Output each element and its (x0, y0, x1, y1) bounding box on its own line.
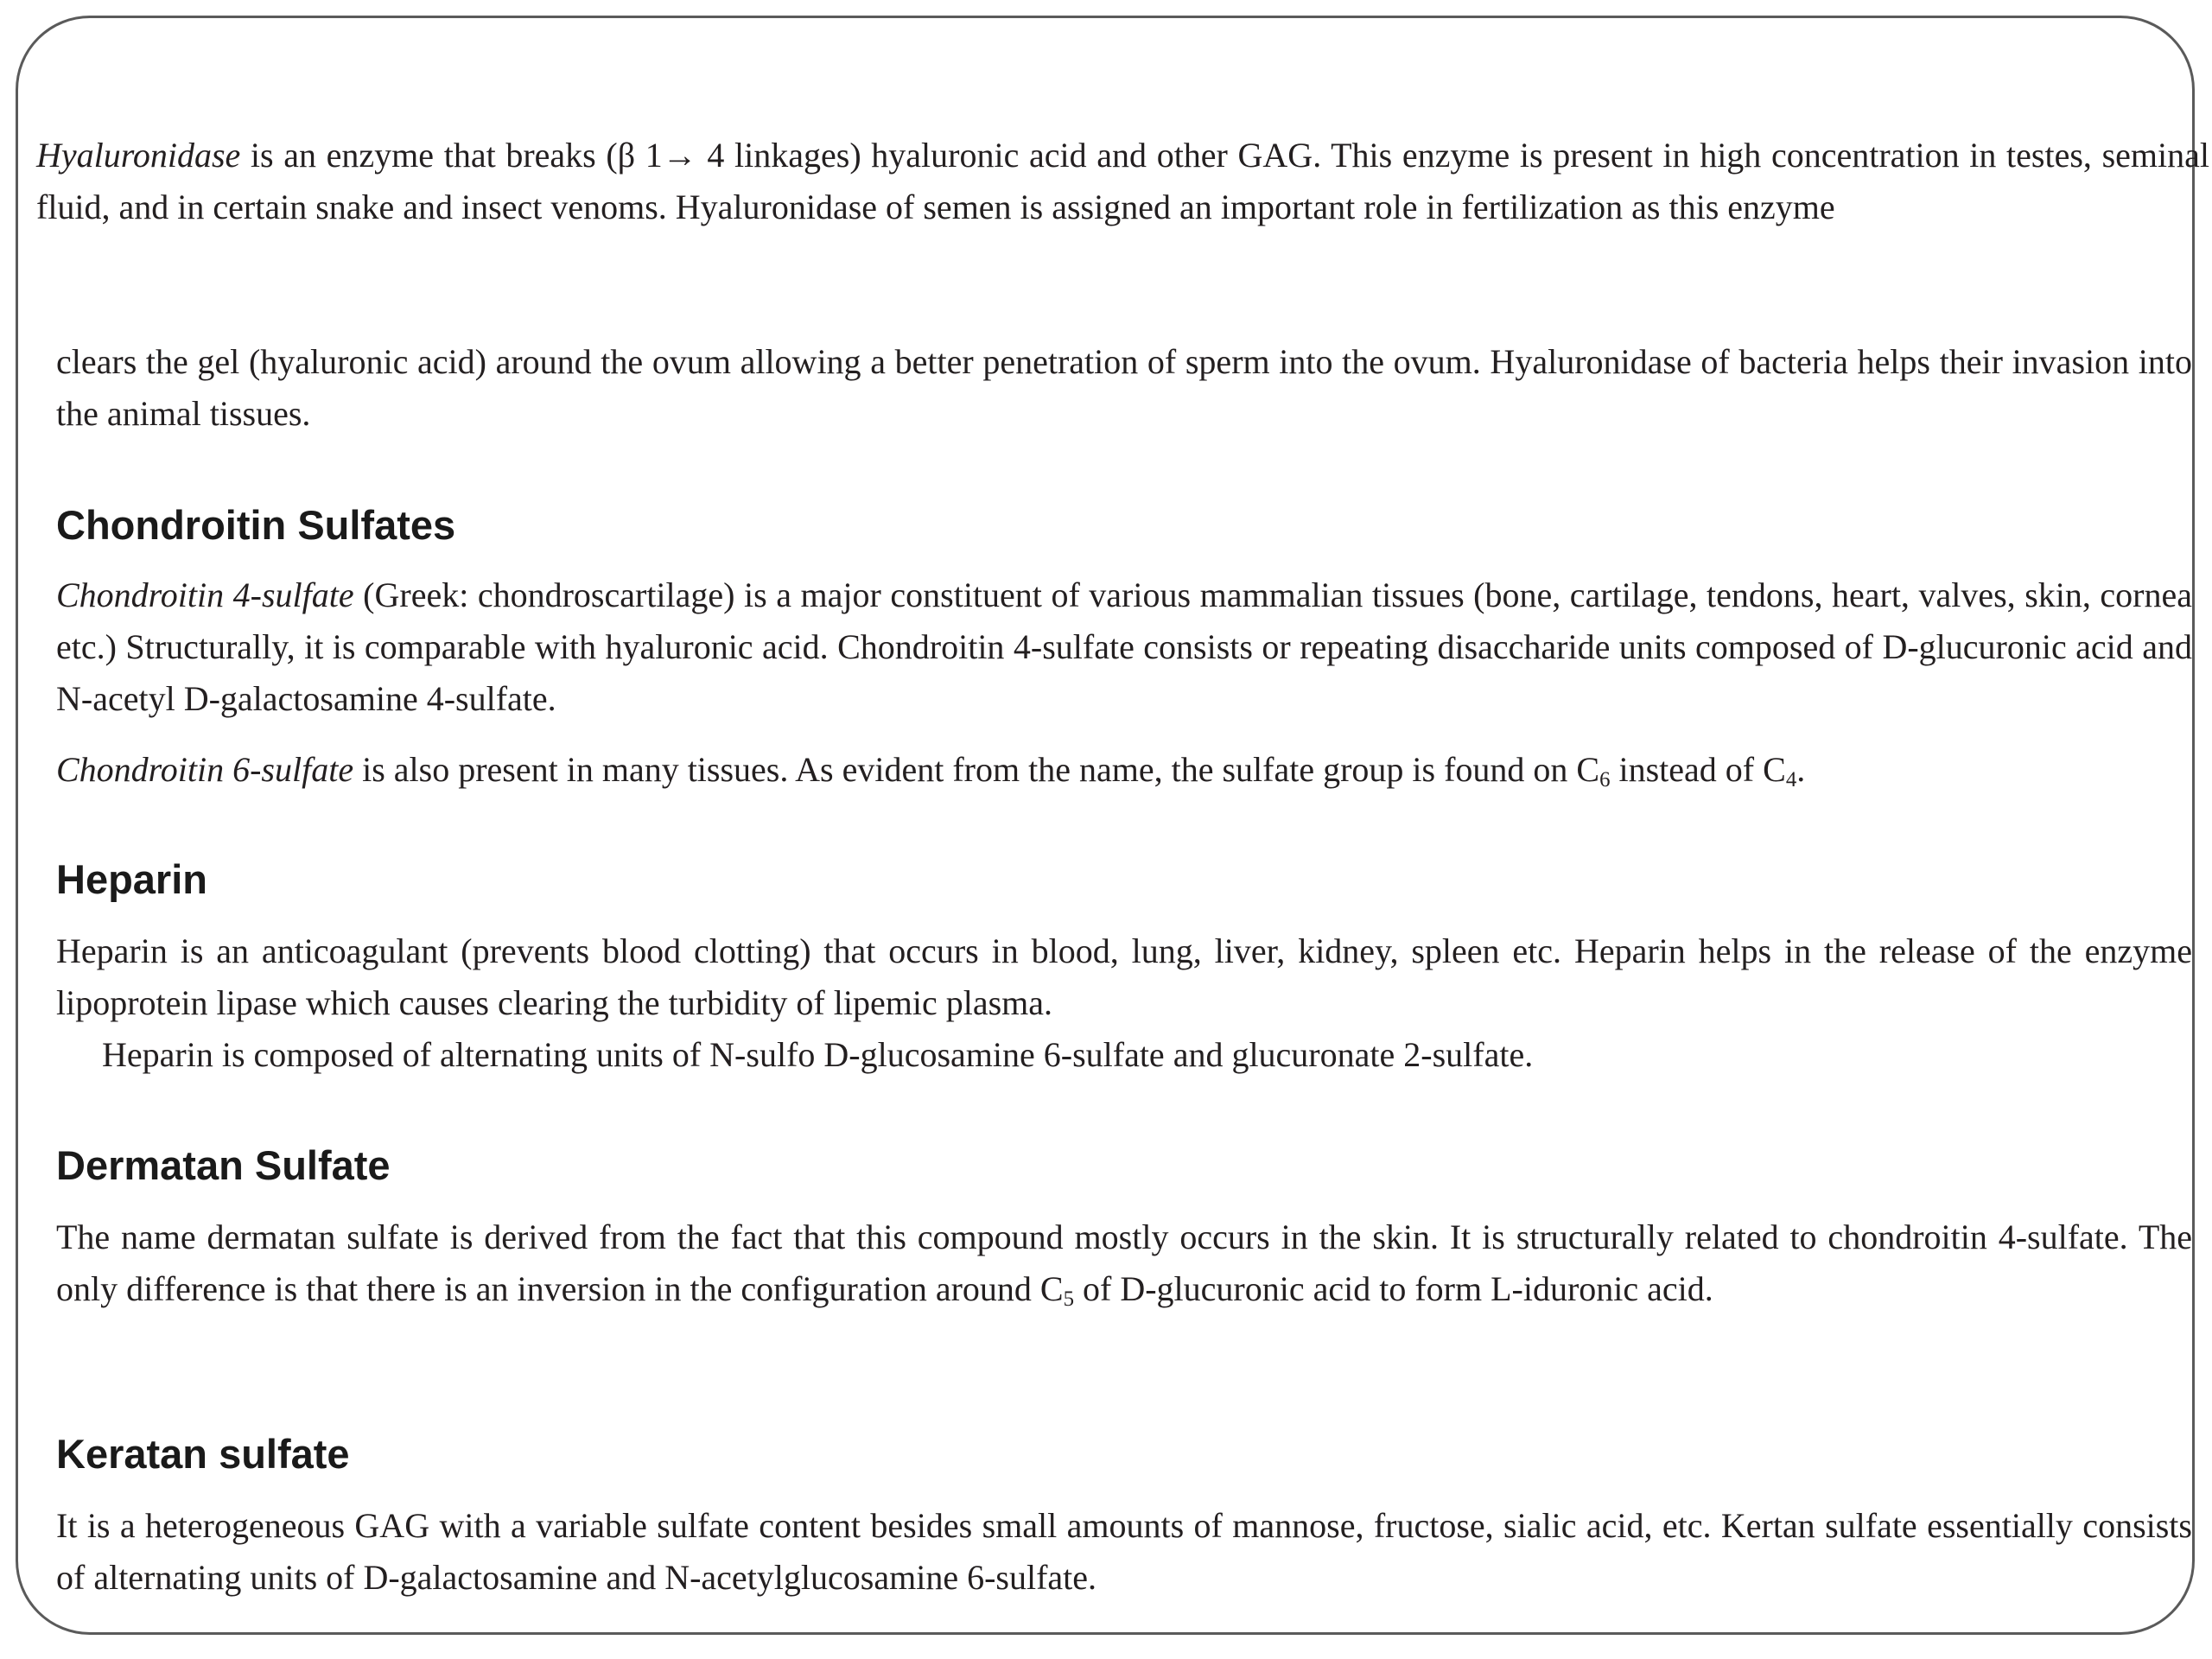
dermatan-sulfate-paragraph (56, 1211, 2192, 1315)
dermatan-text-b: of D-glucuronic acid to form L-iduronic acid. (1074, 1269, 1713, 1308)
dermatan-text-a: The name dermatan sulfate is derived from the fact that this compound mostly occurs in the skin. It is structurally related to chondroitin 4-sulfate. The only difference is that there is an inversion in the configuration around C (56, 1217, 2192, 1308)
chondroitin-6-sulfate-paragraph (56, 744, 2192, 796)
subscript-5: 5 (1063, 1287, 1075, 1312)
heparin-text-2: Heparin is composed of alternating units of N-sulfo D-glucosamine 6-sulfate and glucuronate 2-sulfate. (102, 1035, 1534, 1074)
heparin-paragraph-2 (102, 1029, 2176, 1081)
heparin-paragraph-1 (56, 925, 2192, 1029)
chondroitin-4-text: (Greek: chondroscartilage) is a major constituent of various mammalian tissues (bone, cartilage, tendons, heart, valves, skin, cornea etc.) Structurally, it is comparable with hyaluronic acid. Chondroitin 4-sulfate consists or repeating disaccharide units composed of D-glucuronic acid and N-acetyl D-galactosamine 4-sulfate. (56, 575, 2192, 718)
heading-heparin: Heparin (56, 856, 207, 902)
heading-chondroitin-sulfates: Chondroitin Sulfates (56, 502, 456, 548)
hyaluronidase-text2: clears the gel (hyaluronic acid) around the ovum allowing a better penetration of sperm into the ovum. Hyaluronidase of bacteria helps their invasion into the animal tissues. (56, 342, 2192, 433)
heparin-text-1: Heparin is an anticoagulant (prevents blood clotting) that occurs in blood, lung, liver, kidney, spleen etc. Heparin helps in the release of the enzyme lipoprotein lipase which causes clearing the turbidity of lipemic plasma. (56, 931, 2192, 1022)
keratan-sulfate-paragraph (56, 1500, 2192, 1604)
chondroitin-6-term: Chondroitin 6-sulfate (56, 750, 354, 789)
chondroitin-4-sulfate-paragraph (56, 569, 2192, 725)
hyaluronidase-term: Hyaluronidase (36, 136, 241, 175)
hyaluronidase-paragraph-part2 (56, 336, 2192, 440)
heading-dermatan-sulfate: Dermatan Sulfate (56, 1142, 391, 1188)
heading-keratan-sulfate: Keratan sulfate (56, 1431, 350, 1477)
subscript-6: 6 (1599, 768, 1611, 792)
keratan-text: It is a heterogeneous GAG with a variable sulfate content besides small amounts of mannose, fructose, sialic acid, etc. Kertan sulfate essentially consists of alternating units of D-galactosamine and N-acetylglucosamine 6-sulfate. (56, 1506, 2192, 1597)
hyaluronidase-paragraph-part1 (36, 130, 2209, 233)
chondroitin-4-term: Chondroitin 4-sulfate (56, 575, 354, 614)
chondroitin-6-text-b: instead of C (1610, 750, 1786, 789)
subscript-4: 4 (1785, 768, 1797, 792)
chondroitin-6-text-a: is also present in many tissues. As evident from the name, the sulfate group is found on C (353, 750, 1600, 789)
hyaluronidase-text1: is an enzyme that breaks (β 1→ 4 linkages) hyaluronic acid and other GAG. This enzyme is present in high concentration in testes, seminal fluid, and in certain snake and insect venoms. Hyaluronidase of semen is assigned an important role in fertilization as this enzyme (36, 136, 2209, 226)
chondroitin-6-text-c: . (1796, 750, 1806, 789)
